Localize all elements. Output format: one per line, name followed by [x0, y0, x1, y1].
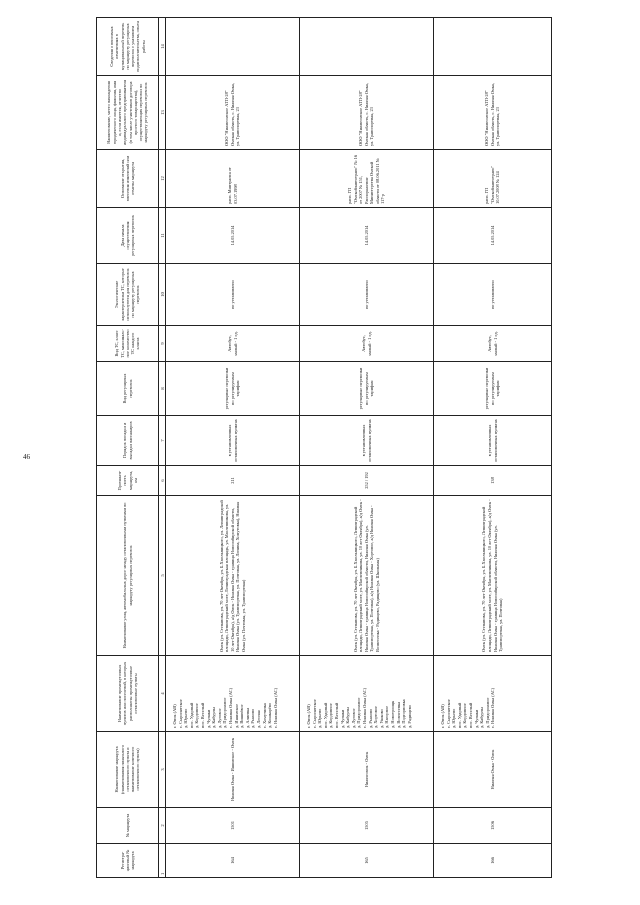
stop-item: д. Хортовое	[373, 706, 379, 728]
table-row	[300, 18, 434, 878]
stop-item: д. Кабурлы	[479, 707, 485, 728]
column-header: Вид ТС, класс ТС, максималь-ное количество ТС каждого класса	[97, 326, 159, 362]
stop-item: с. Нижняя Омка (АС)	[361, 687, 367, 728]
column-number: 13	[159, 76, 166, 150]
eco-characteristics: не установлено	[300, 264, 434, 326]
stop-item: д. Кабурлы	[211, 707, 217, 728]
stop-item: д. Луговое	[350, 708, 356, 728]
intermediate-stops	[166, 656, 300, 732]
column-header: Наименование, место нахождения юридического лица, фамилия, имя и, если имеется, отчество индивидуального предпринимателя (в том числе участников договора простого товарищества), осуществляющих перевозки по маршруту регулярных перевозок	[97, 76, 159, 150]
table-row	[434, 18, 552, 878]
column-header: Вид регулярных перевозок	[97, 362, 159, 416]
stop-item: г. Омск (АВ)	[306, 704, 311, 728]
route-length: 252 / 192	[300, 466, 434, 496]
registration-number: 165	[300, 844, 434, 878]
routes-table	[96, 17, 552, 878]
stop-item: пос. Ударный	[456, 702, 462, 728]
column-number: 3	[159, 732, 166, 808]
boarding-order: в установленных остановочных пунктах	[300, 416, 434, 466]
header-row	[97, 18, 159, 878]
stop-item: д. Придорожное	[484, 697, 490, 728]
vehicle-class: Автобус, малый - 1 ед.	[166, 326, 300, 362]
column-header: Регистра-ционный № маршрута	[97, 844, 159, 878]
column-number: 11	[159, 208, 166, 264]
stop-item: с. Сыропятское	[177, 699, 183, 728]
transport-type: регулярные перевозки по регулируемым тарифам	[166, 362, 300, 416]
opening-basis: расп. ГП "Омскоблавтотранс" № 16 от 2007 № 151, Распоряжение Министерства Омской области от 08.06.2011 № 117-р	[300, 150, 434, 208]
boarding-order: в установленных остановочных пунктах	[434, 416, 552, 466]
stop-item: д. Кордонное	[328, 703, 334, 728]
stop-item: с. Нижняя Омка (АС)	[227, 687, 233, 728]
stop-item: д. Придорожное	[356, 697, 362, 728]
column-header: Экологические характеристики ТС, которые используются для перевозок по маршруту регулярных перевозок	[97, 264, 159, 326]
route-name: Нижняя Омка - Омск	[434, 732, 552, 808]
page-number: 46	[23, 453, 30, 461]
transport-type: регулярные перевозки по регулируемым тарифам	[300, 362, 434, 416]
rotated-table-container	[96, 18, 548, 878]
stop-item: д. Юрьево	[317, 708, 323, 728]
stop-item: д. Рыжово	[367, 708, 373, 728]
column-number: 8	[159, 362, 166, 416]
changes-info	[166, 18, 300, 76]
stop-item: д. Радищево	[406, 705, 412, 728]
column-header: Основание открытия, внесения изменений или отмены маршрута	[97, 150, 159, 208]
stop-item: д. Юрьево	[183, 708, 189, 728]
stop-item: д. Лесная	[255, 710, 261, 728]
route-number: 1505	[300, 808, 434, 844]
changes-info	[300, 18, 434, 76]
route-name: Нижнеомск - Омск	[300, 732, 434, 808]
stop-item: д. Чунаки	[473, 709, 479, 728]
vehicle-class: Автобус, малый - 1 ед.	[434, 326, 552, 362]
stop-item: д. Луговое	[216, 708, 222, 728]
column-header: № маршрута	[97, 808, 159, 844]
column-header: Порядок посадки и высадки пассажиров	[97, 416, 159, 466]
intermediate-stops	[300, 656, 434, 732]
stop-item: д. Кабурлы	[345, 707, 351, 728]
column-number: 4	[159, 656, 166, 732]
column-header: Дата начала осуществления регулярных перевозок	[97, 208, 159, 264]
stop-item: д. Нагорное	[384, 705, 390, 728]
column-header: Наименование промежуточных пунктов или поселений, в которых расположены промежуточные остановочные пункты	[97, 656, 159, 732]
stop-item: с. Сыропятское	[445, 699, 451, 728]
stop-item: д. Ишимское	[233, 703, 239, 728]
intermediate-stops	[434, 656, 552, 732]
column-header: Сведения о вносимых изменениях в муниципальный перечень по маршруту регулярных перевозок с указанием подисполнительства, опыта работы	[97, 18, 159, 76]
stop-item: д. Подгорновка	[401, 699, 407, 728]
stop-item: д. Новотроицк	[389, 700, 395, 728]
carrier-info: ООО "Нижнеомское АТП-28" Омская область, с. Нижняя Омка, ул. Транспортная, 23	[434, 76, 552, 150]
column-number: 10	[159, 264, 166, 326]
stop-item: д. Чунаки	[339, 709, 345, 728]
stop-item: с. Хомутинка	[261, 703, 267, 728]
route-length: 211	[166, 466, 300, 496]
stop-item: пос. Веселый	[467, 702, 473, 728]
stop-item: с. Нижняя Омка (АС)	[272, 687, 278, 728]
stop-item: с. Сыропятское	[311, 699, 317, 728]
opening-basis: расп. ГП "Омскоблавтотранс" 10.07.2008 № 124	[434, 150, 552, 208]
column-number: 7	[159, 416, 166, 466]
start-date: 14.05.2014	[434, 208, 552, 264]
column-number-row	[159, 18, 166, 878]
stop-item: д. Кошкарёво	[267, 702, 273, 728]
carrier-info: ООО "Нижнеомское АТП-28" Омская область, с. Нижняя Омка, ул. Транспортная, 23	[166, 76, 300, 150]
route-length: 138	[434, 466, 552, 496]
stop-item: пос. Веселый	[199, 702, 205, 728]
stop-item: д. Юрьево	[451, 708, 457, 728]
stop-item: д. Алиевка	[244, 707, 250, 728]
start-date: 14.05.2014	[300, 208, 434, 264]
stop-item: д. Чунаки	[205, 709, 211, 728]
changes-info	[434, 18, 552, 76]
route-number: 1501	[166, 808, 300, 844]
table-row	[166, 18, 300, 878]
column-number: 6	[159, 466, 166, 496]
column-number: 9	[159, 326, 166, 362]
streets-list: Омск (ул. Степанова, ул. 70 лет Октября, ул. Б.Хмельницкого, Ленинградской площади, Ленинградский мост, ул. Масленникова, ул. 10 лет Октября), а/д Омск - Нижняя Омка - граница Новосибирской области, Нижняя Омка (ул. Транспортная, ул. Почтовая)	[434, 496, 552, 656]
column-header: Наименование маршрута (наименования начального остановочного пункта и наименование конечного остановочного пункта)	[97, 732, 159, 808]
route-number: 1506	[434, 808, 552, 844]
start-date: 14.05.2014	[166, 208, 300, 264]
stop-item: д. Вознесенка	[395, 701, 401, 728]
stop-item: пос. Ударный	[322, 702, 328, 728]
streets-list: Омск (ул. Степанова, ул. 70 лет Октября, ул. Б.Хмельницкого, Ленинградской площади, Ленинградский мост, ул. Масленникова, ул. 10 лет Октября), а/д Омск - Нижняя Омка - граница Новосибирской области, Нижняя Омка (ул. Транспортная, ул. Почтовая), а/д Нижняя Омка - Хортовое, а/д Нижняя Омка - Вознесенка - Радищево, Радищево (ул. Школьная)	[300, 496, 434, 656]
stop-item: д. Придорожное	[222, 697, 228, 728]
column-number: 14	[159, 18, 166, 76]
transport-type: регулярные перевозки по регулируемым тарифам	[434, 362, 552, 416]
boarding-order: в установленных остановочных пунктах	[166, 416, 300, 466]
stop-item: пос. Веселый	[333, 702, 339, 728]
registration-number: 164	[166, 844, 300, 878]
stop-item: г. Омск (АВ)	[172, 704, 177, 728]
column-header: Протяжен-ность маршрута, км	[97, 466, 159, 496]
eco-characteristics: не установлено	[166, 264, 300, 326]
registration-number: 166	[434, 844, 552, 878]
column-header: Наименование улиц, автомобильных дорог между остановочными пунктами по маршруту регулярных перевозок	[97, 496, 159, 656]
streets-list: Омск (ул. Степанова, ул. 70 лет Октября, ул. Б.Хмельницкого, ул. Ленинградской площади, Ленинградский мост, Ленинградская площадь, ул. Масленникова, ул. 10 лет Октября), а/д Омск - Нижняя Омка - граница Новосибирской области, Нижняя Омка (ул. Транспортная, ул. Почтовая, ул. Ленина, Хомутовка), Нижняя Омка (ул. Почтовая, ул. Транспортная)	[166, 496, 300, 656]
stop-item: д. Рыжово	[250, 708, 256, 728]
opening-basis: расп. Минтранса от 03.07.1998	[166, 150, 300, 208]
stop-item: д. Кордонное	[194, 703, 200, 728]
stop-item: с. Нижняя Омка (АС)	[490, 687, 496, 728]
route-name: Нижняя Омка - Ишимское - Омск	[166, 732, 300, 808]
stop-item: д. Вишнёвое	[239, 704, 245, 728]
stop-item: д. Ушково	[378, 709, 384, 728]
column-number: 2	[159, 808, 166, 844]
carrier-info: ООО "Нижнеомское АТП-28" Омская область, с. Нижняя Омка, ул. Транспортная, 23	[300, 76, 434, 150]
column-number: 12	[159, 150, 166, 208]
vehicle-class: Автобус, малый - 1 ед.	[300, 326, 434, 362]
stop-item: г. Омск (АВ)	[440, 704, 445, 728]
stop-item: пос. Ударный	[188, 702, 194, 728]
column-number: 1	[159, 844, 166, 878]
eco-characteristics: не установлено	[434, 264, 552, 326]
column-number: 5	[159, 496, 166, 656]
stop-item: д. Кордонное	[462, 703, 468, 728]
